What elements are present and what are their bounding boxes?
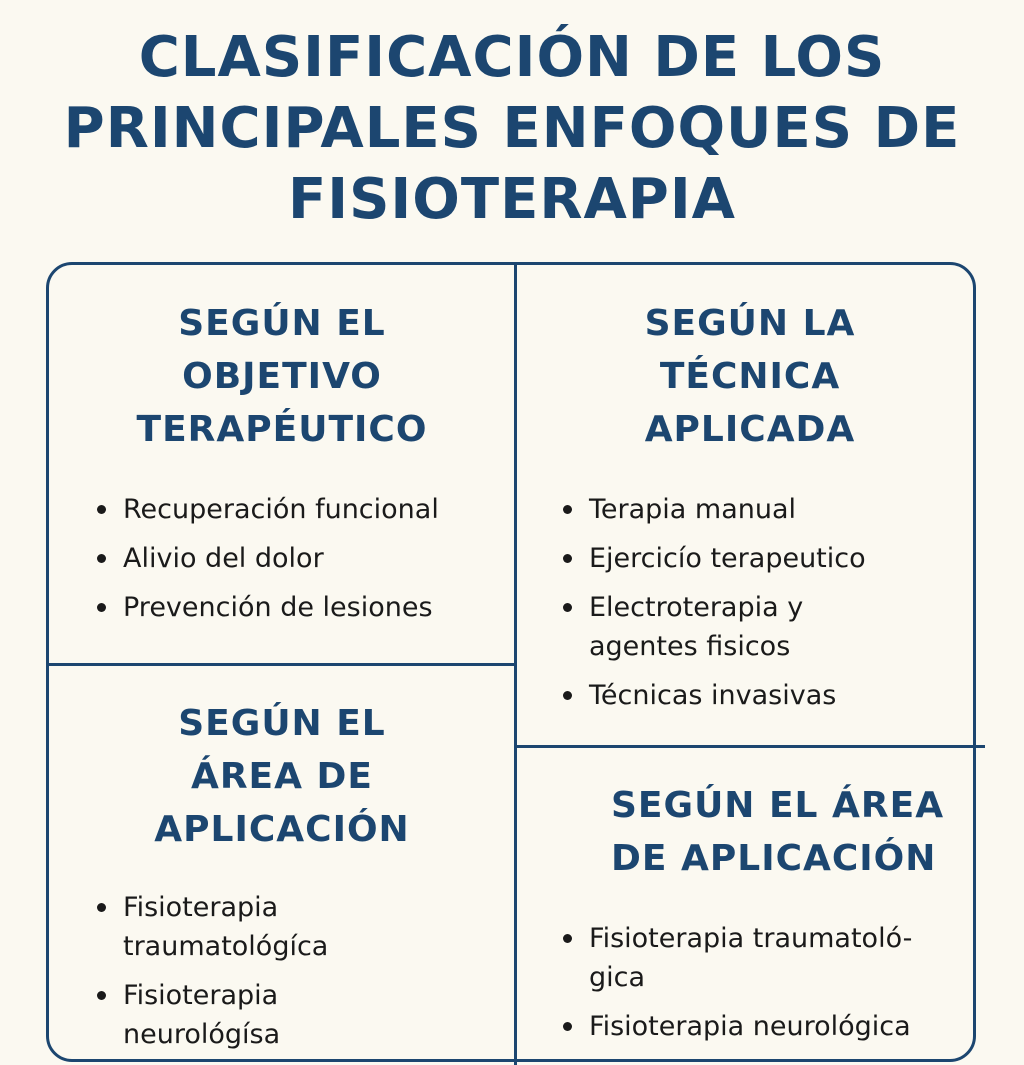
item-list — [561, 919, 985, 1046]
heading-line: SEGÚN EL — [178, 703, 386, 744]
bullet-icon — [97, 505, 106, 514]
list-item — [561, 539, 985, 578]
item-text: Fisioterapia traumatoló- — [589, 923, 913, 954]
list-item — [95, 888, 515, 966]
item-text: Prevención de lesiones — [123, 592, 433, 623]
list-item — [95, 539, 515, 578]
panel-heading — [515, 779, 985, 885]
item-text: traumatológíca — [123, 931, 329, 962]
panel-area-aplicacion-left — [49, 697, 515, 1064]
bullet-icon — [563, 603, 572, 612]
title-line: FISIOTERAPIA — [288, 167, 736, 232]
page-title — [0, 22, 1024, 235]
heading-line: SEGÚN EL — [178, 303, 386, 344]
classification-board — [46, 262, 976, 1062]
item-text: Fisioterapia — [123, 892, 279, 923]
bullet-icon — [563, 1022, 572, 1031]
heading-line: APLICADA — [644, 409, 856, 450]
item-text: neurológísa — [123, 1019, 281, 1050]
panel-heading — [49, 297, 515, 456]
heading-line: TÉCNICA — [659, 356, 841, 397]
bullet-icon — [563, 691, 572, 700]
item-text: Fisioterapia — [123, 980, 279, 1011]
heading-line: ÁREA DE — [190, 756, 374, 797]
list-item — [561, 676, 985, 715]
item-list — [95, 490, 515, 627]
panel-area-aplicacion-right — [515, 779, 985, 1056]
bullet-icon — [97, 603, 106, 612]
heading-line: DE APLICACIÓN — [611, 838, 937, 879]
left-horizontal-divider — [49, 663, 515, 666]
list-item — [561, 1007, 985, 1046]
item-list — [561, 490, 985, 715]
item-text: Recuperación funcional — [123, 494, 439, 525]
item-text: gica — [589, 962, 646, 993]
bullet-icon — [563, 505, 572, 514]
heading-line: APLICACIÓN — [154, 809, 410, 850]
item-text: Electroterapia y — [589, 592, 804, 623]
bullet-icon — [97, 991, 106, 1000]
item-list — [95, 888, 515, 1054]
right-horizontal-divider — [515, 745, 985, 748]
list-item — [95, 490, 515, 529]
list-item — [95, 588, 515, 627]
item-text: Ejercicío terapeutico — [589, 543, 866, 574]
panel-heading — [515, 297, 985, 456]
list-item — [95, 976, 515, 1054]
list-item — [561, 919, 985, 997]
heading-line: SEGÚN LA — [644, 303, 856, 344]
title-line: PRINCIPALES ENFOQUES DE — [63, 96, 961, 161]
list-item — [561, 490, 985, 529]
item-text: Fisioterapia neurológica — [589, 1011, 911, 1042]
bullet-icon — [563, 554, 572, 563]
panel-tecnica-aplicada — [515, 297, 985, 725]
heading-line: TERAPÉUTICO — [136, 409, 428, 450]
bullet-icon — [97, 554, 106, 563]
panel-heading — [49, 697, 515, 856]
title-line: CLASIFICACIÓN DE LOS — [138, 25, 886, 90]
panel-objetivo-terapeutico — [49, 297, 515, 637]
bullet-icon — [563, 934, 572, 943]
item-text: Técnicas invasivas — [589, 680, 837, 711]
bullet-icon — [97, 903, 106, 912]
item-text: Terapia manual — [589, 494, 797, 525]
heading-line: OBJETIVO — [182, 356, 382, 397]
heading-line: SEGÚN EL ÁREA — [611, 785, 945, 826]
list-item — [561, 588, 985, 666]
item-text: Alivio del dolor — [123, 543, 324, 574]
item-text: agentes fisicos — [589, 631, 791, 662]
